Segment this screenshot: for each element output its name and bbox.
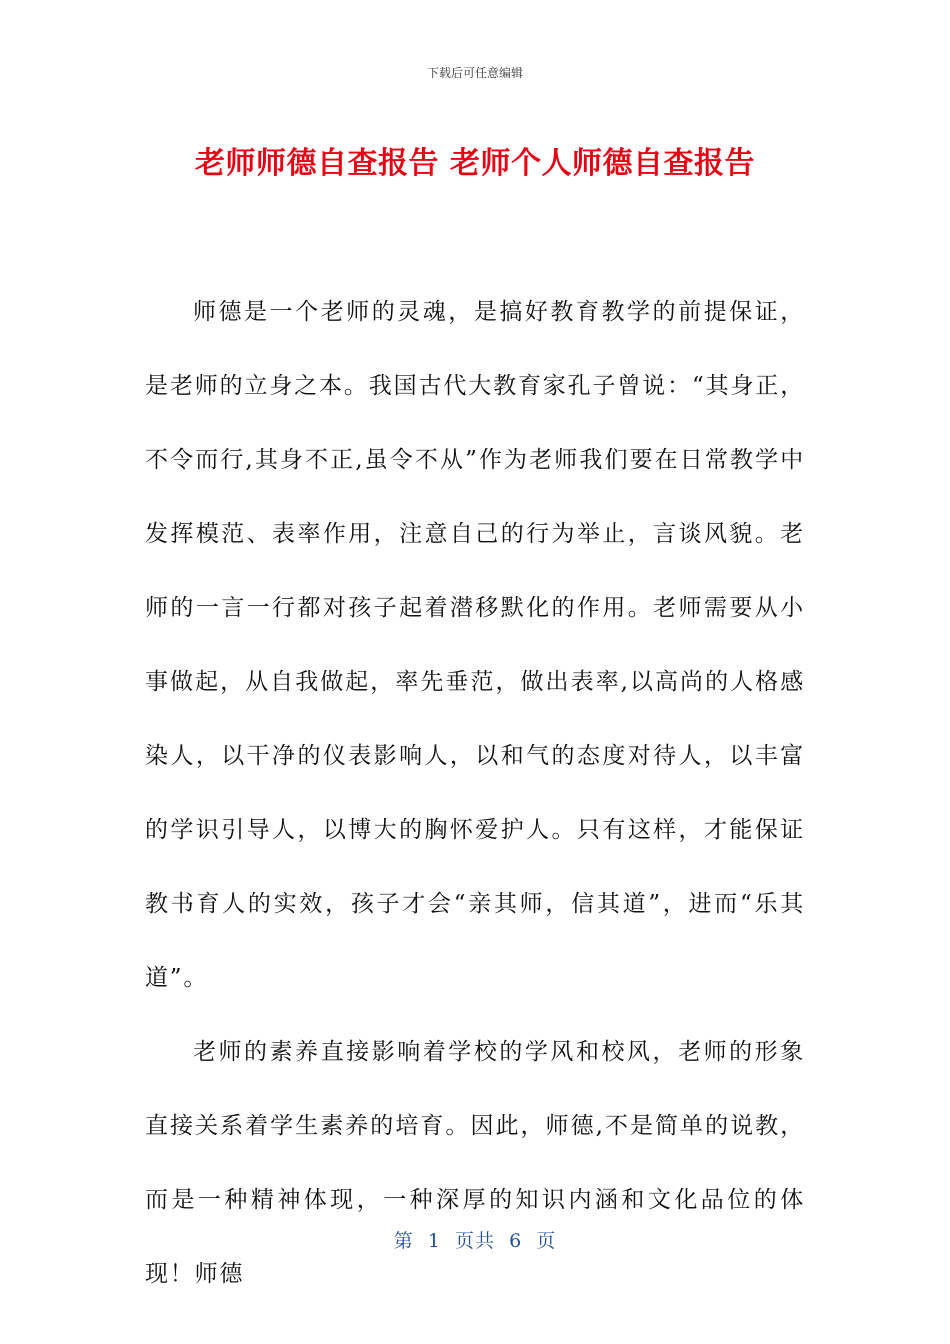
paragraph-2: 老师的素养直接影响着学校的学风和校风，老师的形象直接关系着学生素养的培育。因此，师德,不是简单的说教，而是一种精神体现，一种深厚的知识内涵和文化品位的体现！师德 [145, 1039, 805, 1287]
document-body [145, 275, 805, 1311]
paragraph-1: 师德是一个老师的灵魂，是搞好教育教学的前提保证，是老师的立身之本。我国古代大教育家孔子曾说：“其身正，不令而行,其身不正,虽令不从”作为老师我们要在日常教学中发挥模范、表率作用，注意自己的行为举止，言谈风貌。老师的一言一行都对孩子起着潜移默化的作用。老师需要从小事做起，从自我做起，率先垂范，做出表率,以高尚的人格感染人，以干净的仪表影响人，以和气的态度对待人，以丰富的学识引导人，以博大的胸怀爱护人。只有这样，才能保证教书育人的实效，孩子才会“亲其师，信其道”，进而“乐其道”。 [145, 299, 805, 991]
page-number-footer: 第 1 页共 6 页 [393, 1230, 557, 1252]
header-note: 下载后可任意编辑 [426, 66, 523, 80]
document-title: 老师师德自查报告 老师个人师德自查报告 [195, 146, 755, 181]
